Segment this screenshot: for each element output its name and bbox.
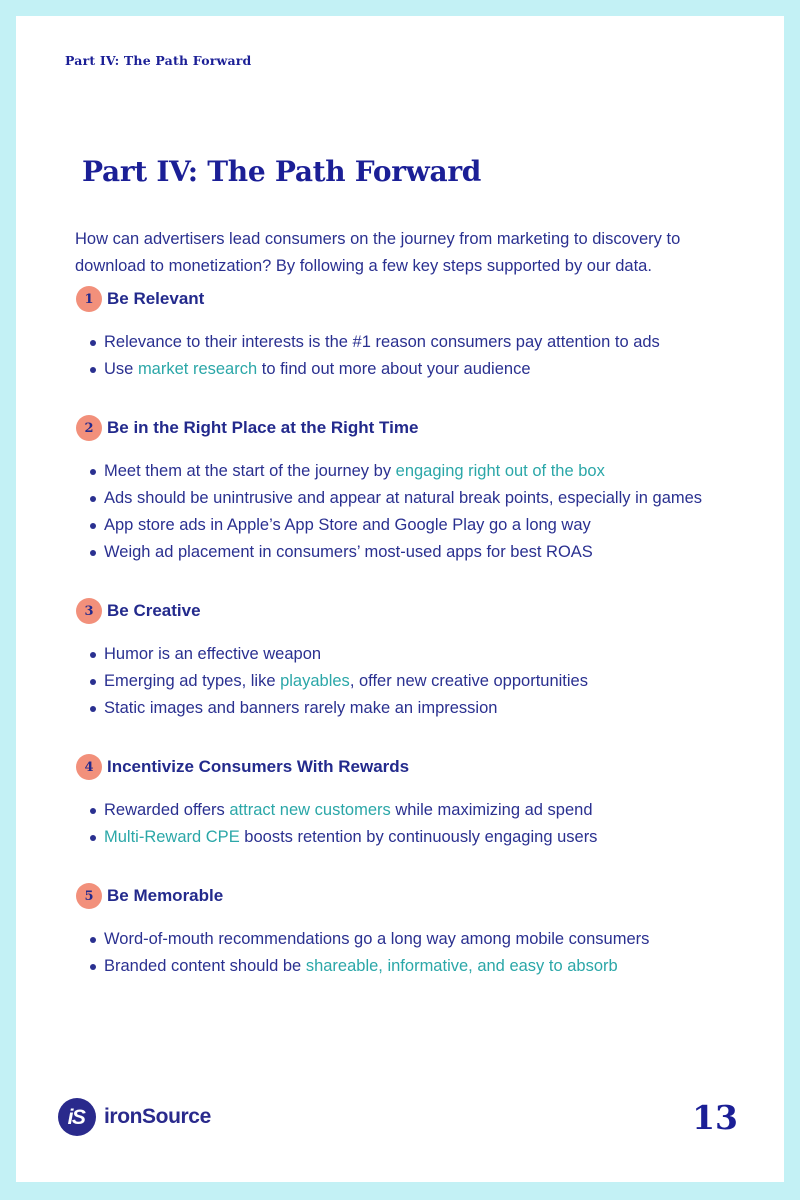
section-heading-row — [76, 415, 784, 441]
bullet-item — [104, 458, 724, 485]
section-heading: Be in the Right Place at the Right Time — [107, 418, 419, 437]
number-badge-icon — [76, 415, 102, 441]
bullet-item — [104, 797, 724, 824]
ironsource-logo — [58, 1098, 211, 1136]
bullet-list — [16, 641, 784, 722]
badge-number: 4 — [84, 759, 94, 775]
section-heading: Be Memorable — [107, 886, 224, 905]
bullet-item — [104, 356, 724, 383]
link-text[interactable]: Multi-Reward CPE — [104, 828, 240, 846]
bullet-text: Rewarded offers — [104, 801, 230, 819]
bullet-text: Relevance to their interests is the #1 reason consumers pay attention to ads — [104, 333, 660, 351]
sections-list — [16, 286, 784, 980]
bullet-text: Word-of-mouth recommendations go a long way among mobile consumers — [104, 930, 650, 948]
bullet-item — [104, 539, 724, 566]
bullet-list — [16, 797, 784, 851]
number-badge-icon — [76, 598, 102, 624]
bullet-text: while maximizing ad spend — [390, 801, 593, 819]
badge-number: 1 — [84, 291, 94, 307]
section-heading: Incentivize Consumers With Rewards — [107, 757, 410, 776]
ironsource-logo-monogram: iS — [67, 1105, 85, 1129]
section-heading-row — [76, 754, 784, 780]
page-number: 13 — [692, 1097, 738, 1137]
section-2 — [16, 415, 784, 566]
badge-number: 3 — [84, 603, 94, 619]
bullet-text: App store ads in Apple’s App Store and Google Play go a long way — [104, 516, 591, 534]
bullet-text: Use — [104, 360, 138, 378]
number-badge-icon — [76, 883, 102, 909]
bullet-list — [16, 926, 784, 980]
bullet-text: Ads should be unintrusive and appear at natural break points, especially in games — [104, 489, 703, 507]
bullet-item — [104, 329, 724, 356]
badge-number: 5 — [84, 888, 94, 904]
bullet-item — [104, 512, 724, 539]
bullet-item — [104, 695, 724, 722]
bullet-text: Weigh ad placement in consumers’ most-used apps for best ROAS — [104, 543, 593, 561]
section-heading: Be Creative — [107, 601, 201, 620]
document-page — [16, 16, 784, 1182]
intro-paragraph: How can advertisers lead consumers on the journey from marketing to discovery to download to monetization? By following a few key steps supported by our data. — [75, 229, 681, 275]
bullet-text: to find out more about your audience — [257, 360, 531, 378]
ironsource-wordmark: ironSource — [104, 1105, 211, 1128]
page-title: Part IV: The Path Forward — [82, 154, 482, 188]
link-text[interactable]: shareable, informative, and easy to absorb — [305, 957, 618, 975]
section-3 — [16, 598, 784, 722]
section-1 — [16, 286, 784, 383]
bullet-text: Emerging ad types, like — [104, 672, 281, 690]
bullet-list — [16, 458, 784, 566]
section-heading-row — [76, 286, 784, 312]
section-4 — [16, 754, 784, 851]
section-heading-row — [76, 598, 784, 624]
bullet-text: boosts retention by continuously engaging users — [239, 828, 598, 846]
bullet-text: Branded content should be — [104, 957, 306, 975]
link-text[interactable]: market research — [137, 360, 258, 378]
section-heading: Be Relevant — [107, 289, 205, 308]
bullet-text: , offer new creative opportunities — [349, 672, 588, 690]
link-text[interactable]: attract new customers — [229, 801, 391, 819]
bullet-text: Humor is an effective weapon — [104, 645, 322, 663]
bullet-item — [104, 824, 724, 851]
section-heading-row — [76, 883, 784, 909]
ironsource-logo-icon — [58, 1098, 96, 1136]
page-footer — [58, 1098, 738, 1136]
bullet-list — [16, 329, 784, 383]
bullet-text: Meet them at the start of the journey by — [104, 462, 396, 480]
bullet-item — [104, 641, 724, 668]
link-text[interactable]: engaging right out of the box — [395, 462, 605, 480]
number-badge-icon — [76, 286, 102, 312]
bullet-item — [104, 926, 724, 953]
bullet-item — [104, 485, 724, 512]
section-5 — [16, 883, 784, 980]
badge-number: 2 — [84, 420, 94, 436]
bullet-text: Static images and banners rarely make an impression — [104, 699, 498, 717]
bullet-item — [104, 953, 724, 980]
number-badge-icon — [76, 754, 102, 780]
link-text[interactable]: playables — [280, 672, 350, 690]
running-header: Part IV: The Path Forward — [65, 53, 252, 68]
bullet-item — [104, 668, 724, 695]
